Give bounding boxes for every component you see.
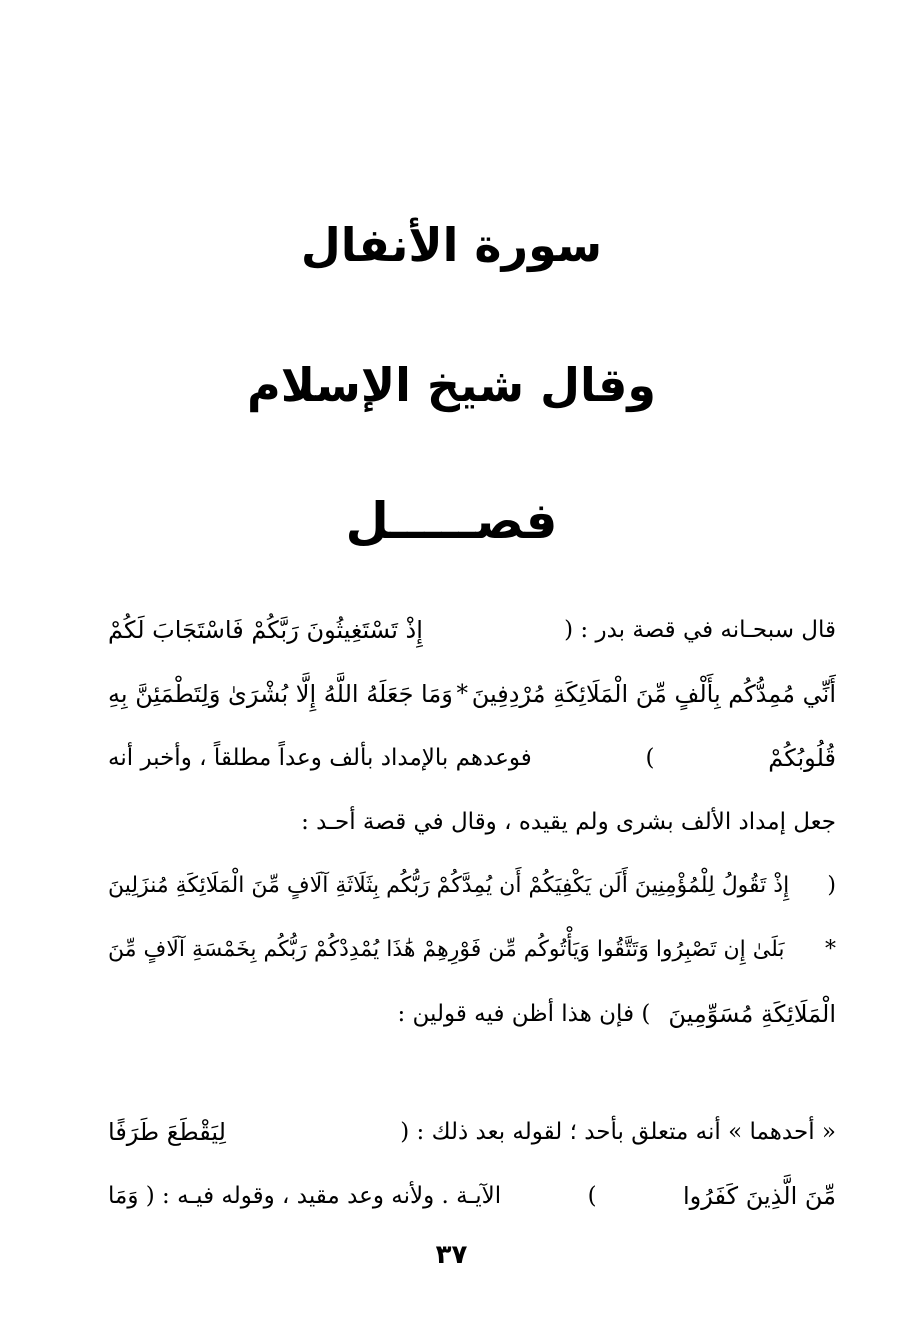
surah-title: سورة الأنفال — [300, 218, 603, 272]
text-line — [108, 982, 836, 1046]
text-line — [108, 662, 836, 726]
text-line — [108, 726, 836, 790]
paragraphs — [108, 598, 836, 1228]
commentary-text: ) — [645, 745, 655, 771]
quran-verse: إِذْ تَسْتَغِيثُونَ رَبَّكُمْ فَاسْتَجَابَ لَكُمْ — [108, 616, 423, 644]
commentary-text: قال سبحـانه في قصة بدر : ( — [564, 617, 836, 643]
commentary-text: ) — [587, 1183, 597, 1209]
text-line — [108, 1100, 836, 1164]
quran-verse: إِذْ تَقُولُ لِلْمُؤْمِنِينَ أَلَن يَكْفِيَكُمْ أَن يُمِدَّكُمْ رَبُّكُم بِثَلَاثَةِ آلَافٍ مِّنَ الْمَلَائِكَةِ مُنزَلِينَ — [108, 873, 790, 898]
commentary-text: فوعدهم بالإمداد بألف وعداً مطلقاً ، وأخبر أنه — [108, 745, 532, 771]
commentary-text: * — [825, 937, 836, 962]
commentary-text: * — [456, 681, 469, 707]
text-line — [108, 854, 836, 918]
text-line — [108, 790, 836, 854]
commentary-text: الآيـة . ولأنه وعد مقيد ، وقوله فيـه : ( وَمَا — [108, 1183, 502, 1209]
text-line — [108, 598, 836, 662]
body-text — [108, 598, 836, 1228]
commentary-text: جعل إمداد الألف بشرى ولم يقيده ، وقال في قصة أحـد : — [301, 809, 836, 835]
text-line — [108, 918, 836, 982]
quran-verse: مِّنَ الَّذِينَ كَفَرُوا — [683, 1182, 836, 1210]
commentary-text: ( — [827, 873, 836, 898]
text-line — [108, 1164, 836, 1228]
paragraph — [108, 1100, 836, 1228]
section-heading: فصـــــل — [345, 492, 558, 550]
quran-verse: وَمَا جَعَلَهُ اللَّهُ إِلَّا بُشْرَىٰ وَلِتَطْمَئِنَّ بِهِ — [108, 680, 453, 708]
page-number: ٣٧ — [435, 1240, 468, 1270]
quran-verse: بَلَىٰ إِن تَصْبِرُوا وَتَتَّقُوا وَيَأْتُوكُم مِّن فَوْرِهِمْ هَٰذَا يُمْدِدْكُمْ رَبُّكُم بِخَمْسَةِ آلَافٍ مِّنَ — [108, 937, 785, 962]
author-heading: وقال شيخ الإسلام — [247, 358, 656, 412]
quran-verse: أَنِّي مُمِدُّكُم بِأَلْفٍ مِّنَ الْمَلَائِكَةِ مُرْدِفِينَ — [471, 680, 836, 708]
quran-verse: الْمَلَائِكَةِ مُسَوِّمِينَ — [668, 1000, 836, 1028]
quran-verse: قُلُوبُكُمْ — [768, 744, 836, 772]
paragraph — [108, 598, 836, 1046]
quran-verse: لِيَقْطَعَ طَرَفًا — [108, 1118, 226, 1146]
commentary-text: ) فإن هذا أظن فيه قولين : — [397, 1001, 651, 1027]
commentary-text: « أحدهما » أنه متعلق بأحد ؛ لقوله بعد ذلك : ( — [400, 1119, 836, 1145]
